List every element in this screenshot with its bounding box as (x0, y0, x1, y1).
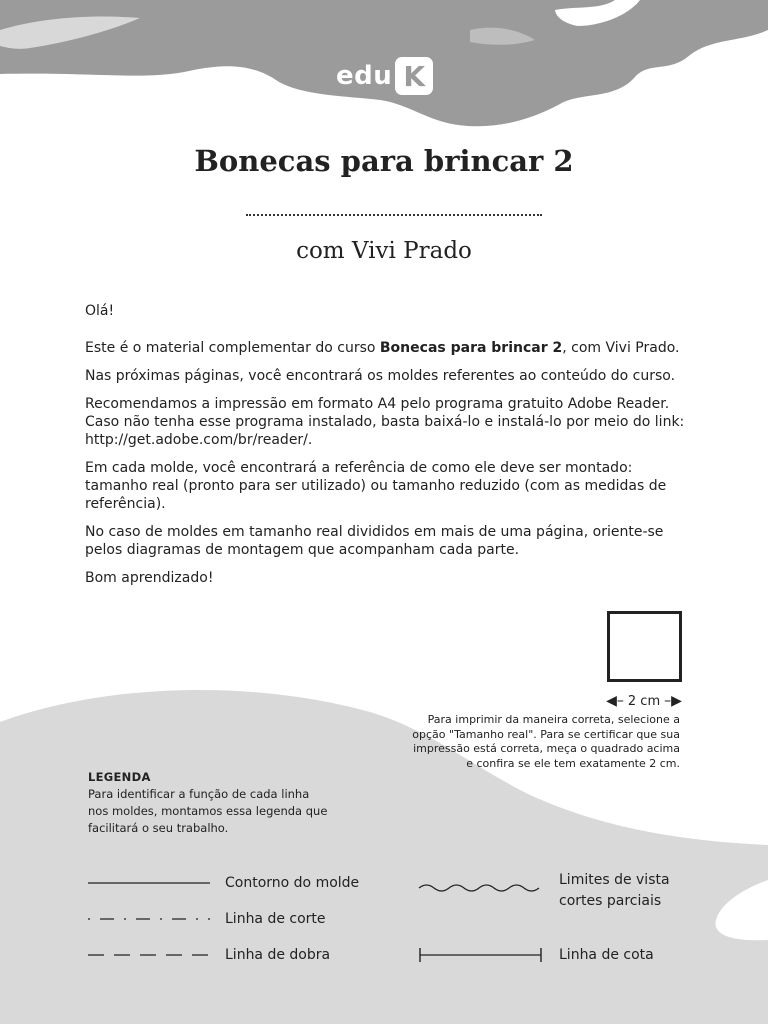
paragraph-assembly: No caso de moldes em tamanho real divididos em mais de uma página, oriente-se pelos diagramas de montagem que acompanham cada parte. (85, 524, 664, 558)
dimension-line-icon (418, 946, 544, 964)
brand-logo (336, 56, 433, 96)
dashed-line-icon (88, 948, 212, 962)
paragraph-moldes: Nas próximas páginas, você encontrará os moldes referentes ao conteúdo do curso. (85, 368, 676, 384)
size-label: 2 cm (627, 693, 661, 709)
size-indicator (606, 692, 682, 710)
intro-text (85, 302, 685, 597)
arrow-left-icon: ◀– (606, 693, 624, 709)
legend-item-cota: Linha de cota (559, 947, 654, 963)
intro-paragraph (85, 339, 685, 357)
print-instructions: Para imprimir da maneira correta, selecione a opção "Tamanho real". Para se certificar que sua impressão está correta, meça o quadrado acima e confira se ele tem exatamente 2 cm. (412, 713, 680, 770)
course-name: Bonecas para brincar 2 (379, 340, 563, 356)
greeting-paragraph: Olá! (85, 303, 115, 319)
legend-description: Para identificar a função de cada linha nos moldes, montamos essa legenda que facilitará o seu trabalho. (88, 787, 328, 835)
paragraph-reference: Em cada molde, você encontrará a referência de como ele deve ser montado: tamanho real (pronto para ser utilizado) ou tamanho reduzido (com as medidas de referência). (85, 460, 667, 512)
title-divider (246, 214, 542, 216)
legend-item-contorno: Contorno do molde (225, 875, 360, 891)
logo-k-badge: K (395, 57, 433, 95)
page-subtitle: com Vivi Prado (296, 238, 472, 264)
dash-dot-line-icon (88, 912, 212, 926)
paragraph-print: Recomendamos a impressão em formato A4 pelo programa gratuito Adobe Reader. Caso não tenha esse programa instalado, basta baixá-lo e instalá-lo por meio do link: http://get.adobe.com/br/reader/. (85, 396, 685, 448)
logo-wordmark: edu (336, 61, 393, 91)
wavy-line-icon (418, 880, 544, 896)
intro-suffix: , com Vivi Prado. (562, 340, 680, 356)
paragraph-farewell: Bom aprendizado! (85, 570, 214, 586)
intro-prefix: Este é o material complementar do curso (85, 340, 380, 356)
legend-title: LEGENDA (88, 770, 151, 784)
arrow-right-icon: –▶ (664, 693, 682, 709)
solid-line-icon (88, 876, 212, 890)
legend-item-dobra: Linha de dobra (225, 947, 331, 963)
page-title: Bonecas para brincar 2 (194, 144, 574, 178)
legend-item-corte: Linha de corte (225, 911, 326, 927)
calibration-square (607, 611, 682, 682)
legend-item-limites: Limites de vista cortes parciais (559, 872, 670, 909)
